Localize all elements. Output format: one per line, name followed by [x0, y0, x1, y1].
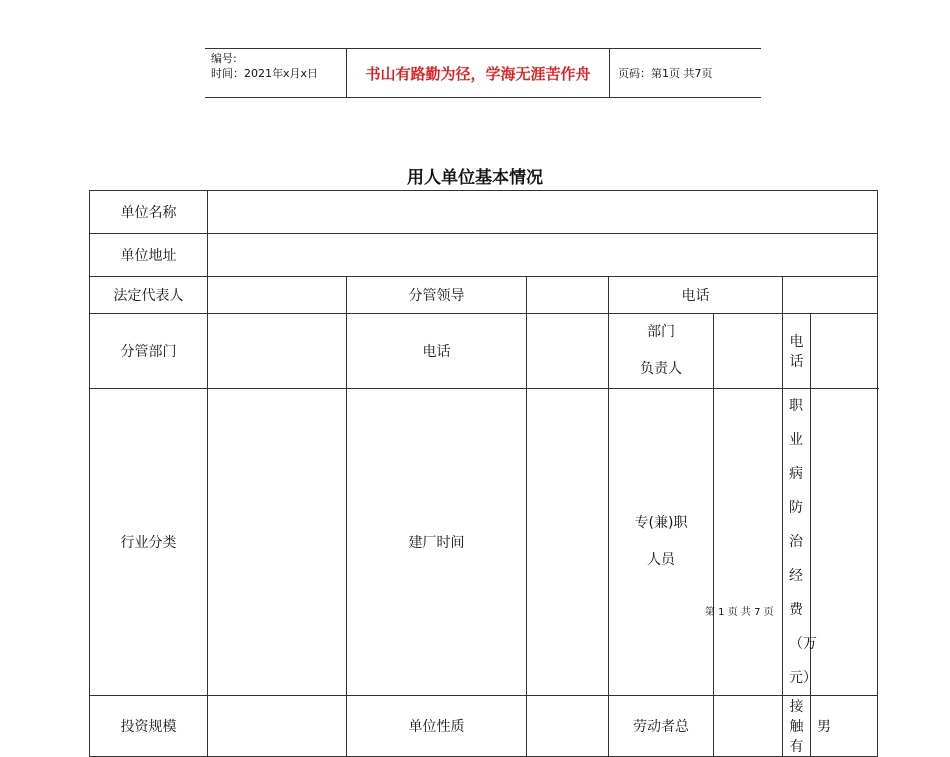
input-investment[interactable]: [208, 696, 347, 757]
label-workers-total: 劳动者总: [609, 696, 714, 757]
input-build-time[interactable]: [527, 389, 609, 696]
input-leader[interactable]: [527, 277, 609, 314]
label-unit-name: 单位名称: [90, 191, 208, 234]
input-phone-2[interactable]: [527, 314, 609, 389]
label-male: 男: [811, 696, 878, 757]
header-motto: 书山有路勤为径，学海无涯苦作舟: [346, 49, 610, 97]
input-industry[interactable]: [208, 389, 347, 696]
page-footer: 第 1 页 共 7 页: [705, 607, 774, 618]
label-staff: 专(兼)职 人员: [609, 389, 714, 696]
document-header: [205, 48, 761, 98]
label-prevention-fund: 职业病 防治经 费（万 元）: [783, 389, 811, 696]
label-investment: 投资规模: [90, 696, 208, 757]
input-phone-3[interactable]: [811, 314, 878, 389]
table-row: [90, 696, 878, 757]
input-unit-name[interactable]: [208, 191, 878, 234]
input-legal-rep[interactable]: [208, 277, 347, 314]
header-meta: [205, 49, 346, 97]
time-label: 时间：2021年x月x日: [211, 67, 319, 80]
table-row: [90, 277, 878, 314]
label-leader: 分管领导: [347, 277, 527, 314]
table-row: [90, 234, 878, 277]
input-dept-head[interactable]: [714, 314, 783, 389]
input-prevention-fund[interactable]: [811, 389, 878, 696]
table-row: [90, 389, 878, 696]
label-phone-1: 电话: [609, 277, 783, 314]
label-build-time: 建厂时间: [347, 389, 527, 696]
label-dept-head: 部门 负责人: [609, 314, 714, 389]
input-unit-nature[interactable]: [527, 696, 609, 757]
input-unit-address[interactable]: [208, 234, 878, 277]
label-exposure: 接触有: [783, 696, 811, 757]
label-dept: 分管部门: [90, 314, 208, 389]
input-staff[interactable]: [714, 389, 783, 696]
input-workers-total[interactable]: [714, 696, 783, 757]
table-row: [90, 191, 878, 234]
label-phone-3: 电 话: [783, 314, 811, 389]
label-legal-rep: 法定代表人: [90, 277, 208, 314]
header-page-label: 页码：第1页 共7页: [618, 67, 713, 80]
input-phone-1[interactable]: [783, 277, 878, 314]
table-row: [90, 314, 878, 389]
serial-label: 编号:: [211, 52, 237, 65]
label-phone-2: 电话: [347, 314, 527, 389]
label-unit-address: 单位地址: [90, 234, 208, 277]
label-unit-nature: 单位性质: [347, 696, 527, 757]
form-title: 用人单位基本情况: [407, 168, 543, 188]
label-industry: 行业分类: [90, 389, 208, 696]
input-dept[interactable]: [208, 314, 347, 389]
